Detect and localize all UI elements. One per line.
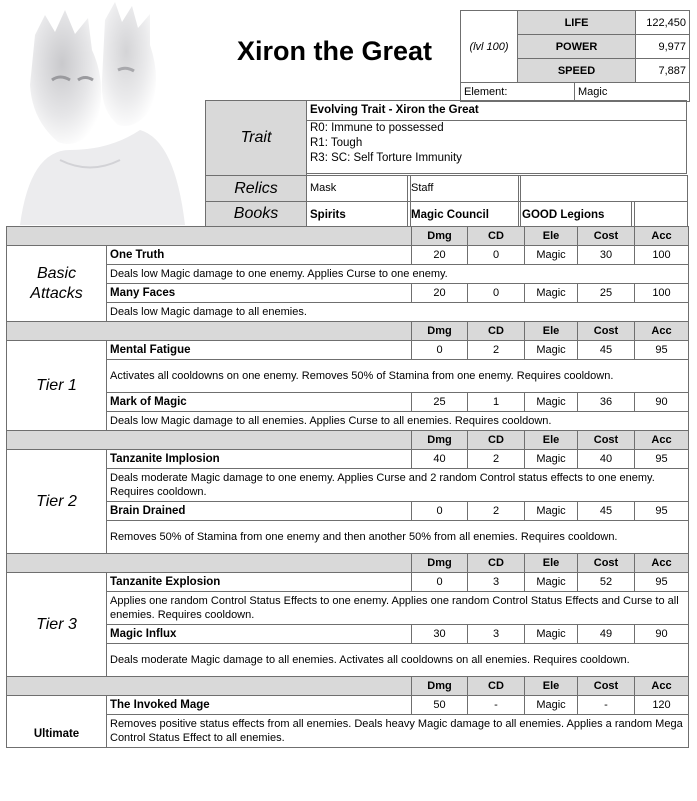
- books-label: Books: [233, 205, 279, 222]
- book-4-empty: [631, 201, 688, 227]
- column-header-ele: Ele: [525, 322, 578, 341]
- move-ele: Magic: [525, 502, 578, 521]
- tier-2-header-row: [7, 431, 689, 450]
- move-row: [7, 573, 689, 592]
- move-dmg: 0: [412, 502, 468, 521]
- element-label: Element:: [461, 83, 575, 101]
- character-name: Xiron the Great: [236, 36, 433, 66]
- stats-table: [460, 10, 690, 83]
- column-header-cd: CD: [468, 322, 525, 341]
- move-dmg: 0: [412, 573, 468, 592]
- move-row: [7, 246, 689, 265]
- move-row: [7, 393, 689, 412]
- column-header-dmg: Dmg: [412, 227, 468, 246]
- column-header-ele: Ele: [525, 431, 578, 450]
- move-description: Deals moderate Magic damage to one enemy. Applies Curse and 2 random Control status effects to one enemy. Requires cooldown.: [107, 469, 689, 502]
- move-dmg: 0: [412, 341, 468, 360]
- column-header-cost: Cost: [578, 227, 635, 246]
- move-cost: 30: [578, 246, 635, 265]
- move-dmg: 25: [412, 393, 468, 412]
- move-cost: 45: [578, 341, 635, 360]
- level-label: (lvl 100): [461, 11, 518, 83]
- book-2: Magic Council: [407, 201, 521, 227]
- relic-2: Staff: [407, 175, 521, 202]
- move-cost: 52: [578, 573, 635, 592]
- move-row: [7, 284, 689, 303]
- move-dmg: 30: [412, 625, 468, 644]
- move-description-row: [7, 521, 689, 554]
- move-description-row: [7, 412, 689, 431]
- move-row: [7, 625, 689, 644]
- move-acc: 90: [635, 393, 689, 412]
- move-name: Brain Drained: [107, 502, 412, 521]
- column-header-cost: Cost: [578, 431, 635, 450]
- move-name: One Truth: [107, 246, 412, 265]
- element-row: [460, 82, 690, 102]
- move-row: [7, 502, 689, 521]
- basic-attacks-header-row: [7, 227, 689, 246]
- tier-3-header-row: [7, 554, 689, 573]
- move-ele: Magic: [525, 450, 578, 469]
- move-name: Mark of Magic: [107, 393, 412, 412]
- move-ele: Magic: [525, 573, 578, 592]
- move-cost: 40: [578, 450, 635, 469]
- move-ele: Magic: [525, 246, 578, 265]
- column-header-cost: Cost: [578, 677, 635, 696]
- move-name: Tanzanite Implosion: [107, 450, 412, 469]
- relics-label: Relics: [234, 179, 278, 197]
- move-acc: 95: [635, 573, 689, 592]
- column-header-cost: Cost: [578, 554, 635, 573]
- header-spacer: [7, 677, 412, 696]
- stat-label-power: POWER: [518, 35, 636, 59]
- move-name: Mental Fatigue: [107, 341, 412, 360]
- ultimate-header-row: [7, 677, 689, 696]
- move-description: Deals low Magic damage to all enemies. Applies Curse to all enemies. Requires cooldown.: [107, 412, 689, 431]
- move-cd: 0: [468, 246, 525, 265]
- move-cost: 25: [578, 284, 635, 303]
- move-description: Deals moderate Magic damage to all enemies. Activates all cooldowns on all enemies. Requires cooldown.: [107, 644, 689, 677]
- move-ele: Magic: [525, 393, 578, 412]
- relic-1: Mask: [306, 175, 411, 202]
- trait-label: Trait: [240, 129, 272, 146]
- book-3: GOOD Legions: [518, 201, 635, 227]
- move-acc: 90: [635, 625, 689, 644]
- move-cd: 0: [468, 284, 525, 303]
- move-name: The Invoked Mage: [107, 696, 412, 715]
- move-row: [7, 450, 689, 469]
- column-header-acc: Acc: [635, 227, 689, 246]
- column-header-ele: Ele: [525, 677, 578, 696]
- move-row: [7, 341, 689, 360]
- move-dmg: 40: [412, 450, 468, 469]
- header-spacer: [7, 322, 412, 341]
- trait-r0: R0: Immune to possessed: [310, 122, 444, 134]
- move-description: Removes positive status effects from all enemies. Deals heavy Magic damage to all enemies. Applies a random Mega Control Status Effect to all enemies.: [107, 715, 689, 748]
- move-row: [7, 696, 689, 715]
- move-description: Removes 50% of Stamina from one enemy and then another 50% from all enemies. Requires cooldown.: [107, 521, 689, 554]
- move-name: Tanzanite Explosion: [107, 573, 412, 592]
- move-description: Activates all cooldowns on one enemy. Removes 50% of Stamina from one enemy. Requires cooldown.: [107, 360, 689, 393]
- stat-value-life: 122,450: [636, 11, 690, 35]
- trait-details: [306, 100, 687, 174]
- move-cd: 2: [468, 502, 525, 521]
- move-name: Many Faces: [107, 284, 412, 303]
- move-name: Magic Influx: [107, 625, 412, 644]
- trait-label-cell: [205, 100, 307, 176]
- books-label-cell: [205, 201, 307, 227]
- move-description-row: [7, 592, 689, 625]
- character-portrait: [0, 0, 205, 225]
- tier-1-label: Tier 1: [7, 341, 107, 431]
- move-ele: Magic: [525, 696, 578, 715]
- move-description: Applies one random Control Status Effects to one enemy. Applies one random Control Status Effects and Curse to all enemies. Requires cooldown.: [107, 592, 689, 625]
- move-cd: 3: [468, 573, 525, 592]
- move-acc: 95: [635, 341, 689, 360]
- stat-value-speed: 7,887: [636, 59, 690, 83]
- header-spacer: [7, 227, 412, 246]
- move-description-row: [7, 644, 689, 677]
- column-header-cost: Cost: [578, 322, 635, 341]
- move-description-row: [7, 469, 689, 502]
- move-cost: 49: [578, 625, 635, 644]
- column-header-dmg: Dmg: [412, 322, 468, 341]
- move-cost: -: [578, 696, 635, 715]
- column-header-ele: Ele: [525, 227, 578, 246]
- basic-attacks-label: Basic Attacks: [7, 246, 107, 322]
- trait-name: Evolving Trait - Xiron the Great: [310, 104, 479, 116]
- move-acc: 95: [635, 502, 689, 521]
- move-description: Deals low Magic damage to one enemy. Applies Curse to one enemy.: [107, 265, 689, 284]
- move-cost: 36: [578, 393, 635, 412]
- column-header-dmg: Dmg: [412, 431, 468, 450]
- move-ele: Magic: [525, 625, 578, 644]
- move-acc: 120: [635, 696, 689, 715]
- element-value: Magic: [578, 86, 608, 98]
- stat-label-life: LIFE: [518, 11, 636, 35]
- column-header-acc: Acc: [635, 431, 689, 450]
- header-spacer: [7, 431, 412, 450]
- tier-1-header-row: [7, 322, 689, 341]
- trait-r3: R3: SC: Self Torture Immunity: [310, 152, 462, 164]
- column-header-cd: CD: [468, 677, 525, 696]
- trait-r1: R1: Tough: [310, 137, 363, 149]
- move-description-row: [7, 715, 689, 748]
- move-cost: 45: [578, 502, 635, 521]
- move-acc: 95: [635, 450, 689, 469]
- column-header-dmg: Dmg: [412, 677, 468, 696]
- move-ele: Magic: [525, 284, 578, 303]
- moves-table: [6, 226, 689, 748]
- tier-2-label: Tier 2: [7, 450, 107, 554]
- move-cd: 2: [468, 450, 525, 469]
- move-cd: 1: [468, 393, 525, 412]
- book-1: Spirits: [306, 201, 411, 227]
- column-header-ele: Ele: [525, 554, 578, 573]
- column-header-cd: CD: [468, 431, 525, 450]
- header-spacer: [7, 554, 412, 573]
- column-header-dmg: Dmg: [412, 554, 468, 573]
- move-dmg: 20: [412, 284, 468, 303]
- column-header-acc: Acc: [635, 322, 689, 341]
- stat-value-power: 9,977: [636, 35, 690, 59]
- move-dmg: 20: [412, 246, 468, 265]
- relic-3-empty: [518, 175, 688, 202]
- move-acc: 100: [635, 284, 689, 303]
- move-description: Deals low Magic damage to all enemies.: [107, 303, 689, 322]
- move-cd: 2: [468, 341, 525, 360]
- move-description-row: [7, 265, 689, 284]
- column-header-acc: Acc: [635, 554, 689, 573]
- move-description-row: [7, 303, 689, 322]
- relics-label-cell: [205, 175, 307, 202]
- column-header-cd: CD: [468, 227, 525, 246]
- tier-3-label: Tier 3: [7, 573, 107, 677]
- column-header-cd: CD: [468, 554, 525, 573]
- ultimate-label: Ultimate: [7, 696, 107, 748]
- stat-label-speed: SPEED: [518, 59, 636, 83]
- move-dmg: 50: [412, 696, 468, 715]
- move-cd: 3: [468, 625, 525, 644]
- move-cd: -: [468, 696, 525, 715]
- move-description-row: [7, 360, 689, 393]
- move-acc: 100: [635, 246, 689, 265]
- move-ele: Magic: [525, 341, 578, 360]
- column-header-acc: Acc: [635, 677, 689, 696]
